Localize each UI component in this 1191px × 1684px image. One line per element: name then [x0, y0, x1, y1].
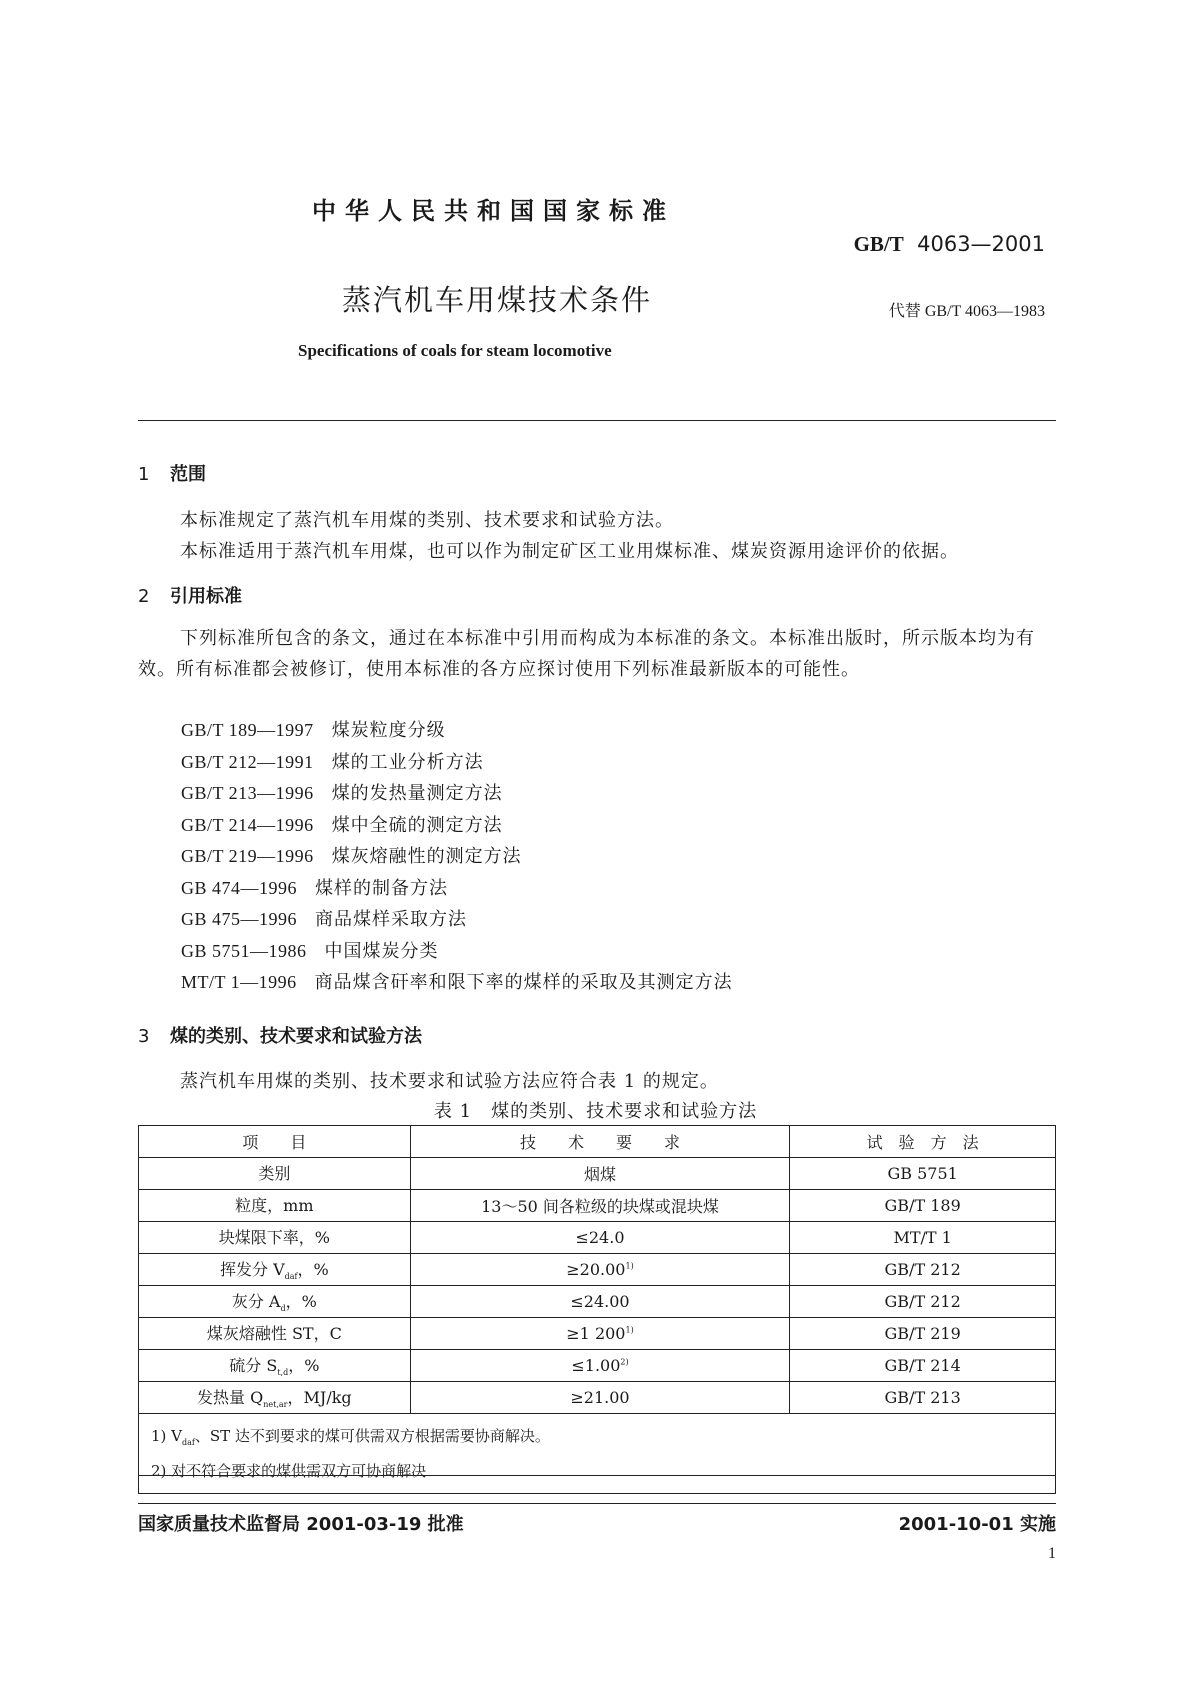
standard-number-value: 4063—2001: [917, 232, 1045, 256]
reference-code: GB/T 219—1996: [181, 846, 314, 866]
requirement-cell: 13～50 间各粒级的块煤或混块煤: [410, 1190, 790, 1222]
reference-code: MT/T 1—1996: [181, 972, 297, 992]
table-row: [139, 1318, 1056, 1350]
reference-code: GB 5751—1986: [181, 940, 307, 961]
method-cell: GB/T 212: [790, 1254, 1056, 1286]
table-header-cell: 项 目: [139, 1126, 411, 1158]
section-1-heading: [138, 460, 206, 486]
reference-title: 煤炭粒度分级: [331, 720, 446, 741]
table-row: [139, 1222, 1056, 1254]
requirement-cell: ≥21.00: [410, 1382, 790, 1414]
item-cell: 硫分 $S_{t,d}$，%: [139, 1350, 411, 1382]
method-cell: GB/T 219: [790, 1318, 1056, 1350]
section-title: 引用标准: [170, 586, 242, 607]
reference-code: GB/T 213—1996: [181, 783, 314, 803]
section-3-paragraph-1: 蒸汽机车用煤的类别、技术要求和试验方法应符合表 1 的规定。: [180, 1071, 719, 1092]
document-title-en: Specifications of coals for steam locomotive: [298, 341, 612, 360]
reference-item: [181, 748, 733, 780]
reference-code: GB/T 212—1991: [181, 751, 314, 772]
reference-item: [181, 905, 733, 937]
reference-code: GB/T 189—1997: [181, 720, 314, 740]
replaces-standard: 代替 GB/T 4063—1983: [888, 303, 1045, 320]
requirement-cell: ≤24.00: [410, 1286, 790, 1318]
section-number: 1: [138, 464, 150, 485]
table-notes-row: [139, 1414, 1056, 1494]
reference-item: [181, 968, 733, 1000]
reference-title: 煤的工业分析方法: [331, 751, 484, 773]
table-header-cell: 技 术 要 求: [410, 1126, 790, 1158]
table-header-cell: 试 验 方 法: [790, 1126, 1056, 1158]
reference-code: GB 474—1996: [181, 877, 298, 898]
item-cell: 发热量 $Q_{net,ar}$，MJ/kg: [139, 1382, 411, 1414]
approval-date: 国家质量技术监督局 2001-03-19 批准: [138, 1514, 464, 1535]
table-row: [139, 1286, 1056, 1318]
table-note-1: 1) $V_{daf}$、ST 达不到要求的煤可供需双方根据需要协商解决。: [151, 1427, 550, 1447]
method-cell: GB/T 189: [790, 1190, 1056, 1222]
national-standard-title: 中华人民共和国国家标准: [312, 197, 675, 225]
item-cell: 灰分 $A_d$，%: [139, 1286, 411, 1318]
page-number: 1: [1048, 1545, 1056, 1562]
table-caption: 表 1 煤的类别、技术要求和试验方法: [433, 1101, 758, 1122]
effective-date: 2001-10-01 实施: [898, 1514, 1056, 1535]
reference-title: 煤中全硫的测定方法: [331, 814, 503, 836]
spec-table: [138, 1125, 1056, 1494]
section-3-heading: [138, 1022, 422, 1048]
reference-code: GB 475—1996: [181, 909, 298, 929]
reference-title: 商品煤样采取方法: [315, 909, 468, 930]
reference-item: [181, 874, 733, 906]
table-notes: [139, 1414, 1056, 1494]
reference-list: [181, 716, 733, 1000]
section-2-intro: 下列标准所包含的条文，通过在本标准中引用而构成为本标准的条文。本标准出版时，所示版本均为有效。所有标准都会被修订，使用本标准的各方应探讨使用下列标准最新版本的可能性。: [138, 628, 1035, 680]
requirement-cell: 烟煤: [410, 1158, 790, 1190]
item-cell: 块煤限下率，%: [139, 1222, 411, 1254]
section-number: 2: [138, 586, 150, 607]
table-row: [139, 1158, 1056, 1190]
section-1-paragraph-1: 本标准规定了蒸汽机车用煤的类别、技术要求和试验方法。: [180, 510, 674, 531]
reference-title: 煤样的制备方法: [315, 877, 449, 899]
item-cell: 挥发分 $V_{daf}$，%: [139, 1254, 411, 1286]
reference-title: 煤灰熔融性的测定方法: [331, 846, 522, 867]
footer-divider: [138, 1503, 1056, 1504]
method-cell: GB 5751: [790, 1158, 1056, 1190]
reference-item: [181, 779, 733, 811]
section-title: 范围: [170, 464, 206, 485]
reference-title: 商品煤含矸率和限下率的煤样的采取及其测定方法: [314, 972, 733, 993]
method-cell: GB/T 212: [790, 1286, 1056, 1318]
reference-item: [181, 937, 733, 969]
reference-item: [181, 811, 733, 843]
reference-code: GB/T 214—1996: [181, 814, 314, 835]
method-cell: GB/T 213: [790, 1382, 1056, 1414]
document-title-cn: 蒸汽机车用煤技术条件: [342, 283, 653, 317]
item-cell: 粒度，mm: [139, 1190, 411, 1222]
reference-item: [181, 716, 733, 748]
method-cell: GB/T 214: [790, 1350, 1056, 1382]
header-divider: [138, 420, 1056, 421]
section-number: 3: [138, 1026, 150, 1047]
table-row: [139, 1382, 1056, 1414]
requirement-cell: $\ge 20.00^{1)}$: [410, 1254, 790, 1286]
item-cell: 类别: [139, 1158, 411, 1190]
table-row: [139, 1190, 1056, 1222]
table-row: [139, 1350, 1056, 1382]
requirement-cell: ≥1 200$^{1)}$: [410, 1318, 790, 1350]
method-cell: MT/T 1: [790, 1222, 1056, 1254]
item-cell: 煤灰熔融性 ST，C: [139, 1318, 411, 1350]
table-note-2: 2) 对不符合要求的煤供需双方可协商解决: [151, 1462, 427, 1480]
section-1-paragraph-2: 本标准适用于蒸汽机车用煤，也可以作为制定矿区工业用煤标准、煤炭资源用途评价的依据。: [180, 541, 959, 562]
standard-prefix: GB/T: [853, 232, 904, 256]
section-title: 煤的类别、技术要求和试验方法: [170, 1026, 422, 1047]
section-2-heading: [138, 582, 242, 608]
table-header-row: [139, 1126, 1056, 1158]
reference-title: 煤的发热量测定方法: [331, 783, 503, 804]
requirement-cell: $\le 1.00^{2)}$: [410, 1350, 790, 1382]
requirement-cell: ≤24.0: [410, 1222, 790, 1254]
table-row: [139, 1254, 1056, 1286]
standard-number: [854, 232, 1045, 257]
reference-title: 中国煤炭分类: [324, 940, 439, 962]
reference-item: [181, 842, 733, 874]
